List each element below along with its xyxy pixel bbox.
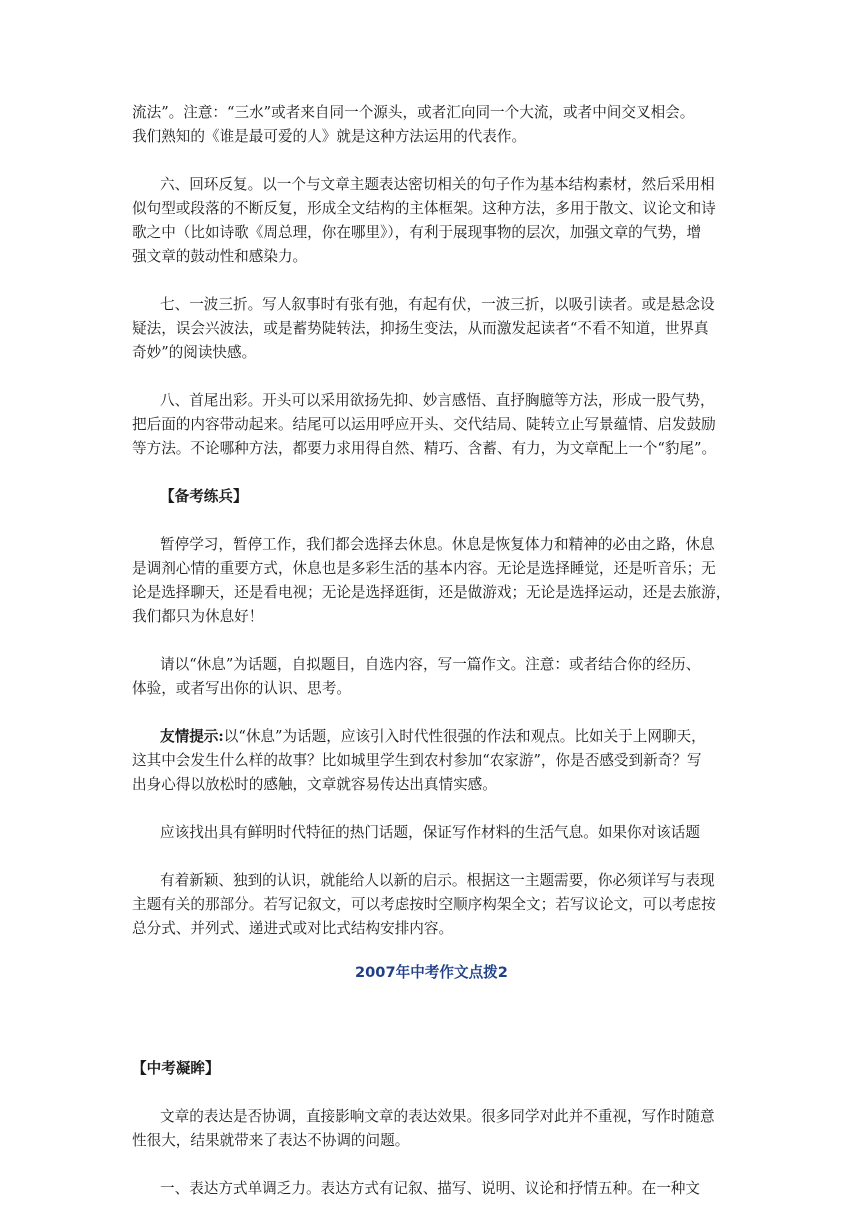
section-heading: 【备考练兵】 (160, 488, 248, 505)
tip-label: 友情提示: (160, 728, 224, 745)
text-line: 等方法。不论哪种方法，都要力求用得自然、精巧、含蓄、有力，为文章配上一个“豹尾”。 (132, 440, 717, 457)
text-line: 七、一波三折。写人叙事时有张有弛，有起有伏，一波三折，以吸引读者。或是悬念设 (160, 296, 715, 313)
tip-line (160, 730, 706, 745)
text-line: 文章的表达是否协调，直接影响文章的表达效果。很多同学对此并不重视，写作时随意 (160, 1108, 715, 1125)
text-line: 我们都只为休息好！ (132, 608, 264, 625)
text-line: 是调剂心情的重要方式，休息也是多彩生活的基本内容。无论是选择睡觉，还是听音乐；无 (132, 560, 716, 577)
text-line: 这其中会发生什么样的故事？比如城里学生到农村参加“农家游”，你是否感受到新奇？写 (132, 752, 702, 769)
text-line: 我们熟知的《谁是最可爱的人》就是这种方法运用的代表作。 (132, 128, 527, 145)
text-line: 流法”。注意：“三水”或者来自同一个源头，或者汇向同一个大流，或者中间交叉相会。 (132, 104, 695, 121)
section-heading: 【中考凝眸】 (132, 1060, 220, 1077)
section-title: 2007年中考作文点拨2 (355, 964, 508, 981)
text-line: 总分式、并列式、递进式或对比式结构安排内容。 (132, 920, 454, 937)
text-line: 疑法，误会兴波法，或是蓄势陡转法，抑扬生变法，从而激发起读者“不看不知道，世界真 (132, 320, 709, 337)
text-line: 体验，或者写出你的认识、思考。 (132, 680, 351, 697)
text-line: 歌之中（比如诗歌《周总理，你在哪里》），有利于展现事物的层次，加强文章的气势，增 (132, 224, 702, 241)
tip-text: 以“休息”为话题，应该引入时代性很强的作法和观点。比如关于上网聊天， (223, 728, 706, 745)
text-line: 性很大，结果就带来了表达不协调的问题。 (132, 1132, 410, 1149)
text-line: 似句型或段落的不断反复，形成全文结构的主体框架。这种方法，多用于散文、议论文和诗 (132, 200, 716, 217)
text-line: 请以“休息”为话题，自拟题目，自选内容，写一篇作文。注意：或者结合你的经历、 (160, 656, 701, 673)
text-line: 把后面的内容带动起来。结尾可以运用呼应开头、交代结局、陡转立止写景蕴情、启发鼓励 (132, 416, 716, 433)
text-line: 八、首尾出彩。开头可以采用欲扬先抑、妙言感悟、直抒胸臆等方法，形成一股气势， (160, 392, 715, 409)
text-line: 应该找出具有鲜明时代特征的热门话题，保证写作材料的生活气息。如果你对该话题 (160, 824, 700, 841)
text-line: 出身心得以放松时的感触，文章就容易传达出真情实感。 (132, 776, 497, 793)
text-line: 六、回环反复。以一个与文章主题表达密切相关的句子作为基本结构素材，然后采用相 (160, 176, 715, 193)
text-line: 暂停学习，暂停工作，我们都会选择去休息。休息是恢复体力和精神的必由之路，休息 (160, 536, 715, 553)
text-line: 论是选择聊天，还是看电视；无论是选择逛街，还是做游戏；无论是选择运动，还是去旅游， (132, 584, 731, 601)
text-line: 强文章的鼓动性和感染力。 (132, 248, 308, 265)
text-line: 一、表达方式单调乏力。表达方式有记叙、描写、说明、议论和抒情五种。在一种文 (160, 1180, 700, 1197)
text-line: 主题有关的那部分。若写记叙文，可以考虑按时空顺序构架全文；若写议论文，可以考虑按 (132, 896, 716, 913)
text-line: 奇妙”的阅读快感。 (132, 344, 257, 361)
text-line: 有着新颖、独到的认识，就能给人以新的启示。根据这一主题需要，你必须详写与表现 (160, 872, 715, 889)
